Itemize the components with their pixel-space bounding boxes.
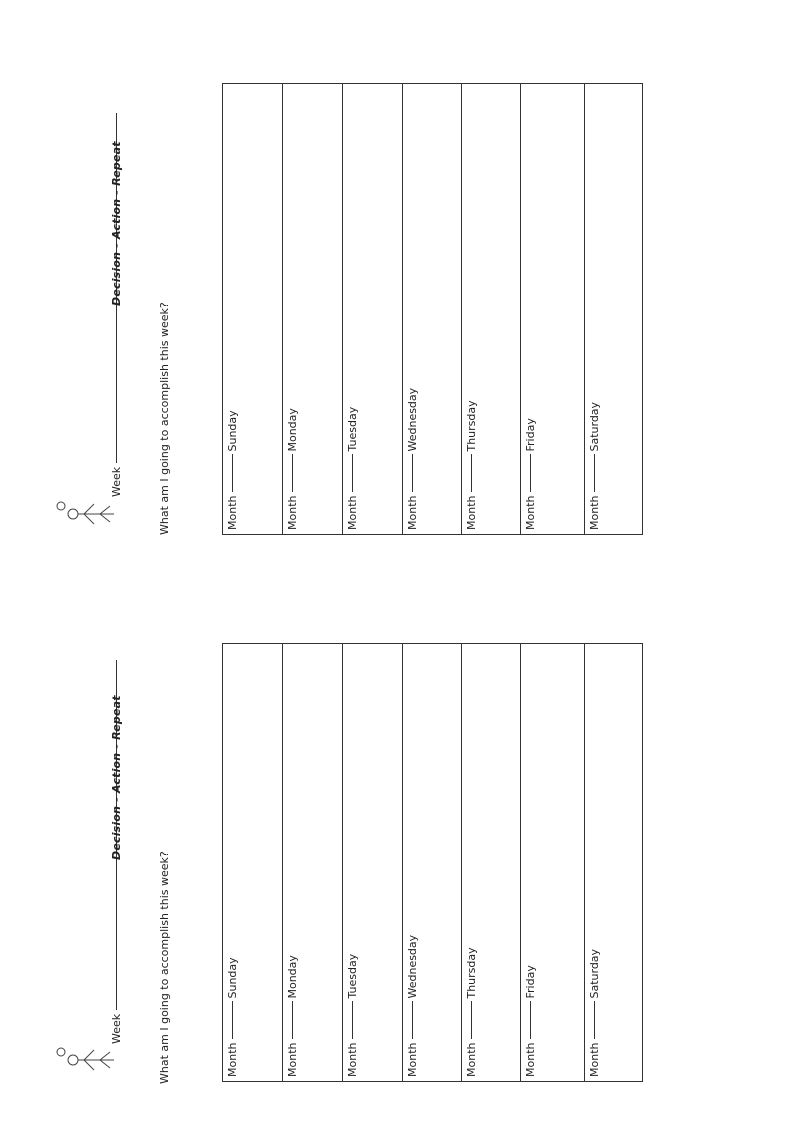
month-label: Month [524, 495, 537, 530]
day-column-saturday[interactable] [585, 84, 642, 534]
day-label: Sunday [226, 957, 239, 999]
day-column-saturday[interactable] [585, 644, 642, 1081]
day-grid [222, 83, 643, 535]
day-label: Saturday [588, 948, 601, 999]
slogan: Decision - Action - Repeat [110, 695, 123, 860]
month-label: Month [226, 1042, 239, 1077]
month-label: Month [465, 495, 478, 530]
day-label: Monday [286, 955, 299, 999]
day-label: Thursday [465, 947, 478, 999]
stick-figure-thinking-icon [54, 496, 120, 536]
day-column-wednesday[interactable] [403, 84, 462, 534]
weekly-planner-top [0, 60, 799, 540]
day-column-monday[interactable] [283, 84, 343, 534]
month-label: Month [465, 1042, 478, 1077]
month-label: Month [406, 495, 419, 530]
day-column-thursday[interactable] [462, 84, 521, 534]
day-label: Wednesday [406, 934, 419, 999]
slogan: Decision - Action - Repeat [110, 141, 123, 306]
day-label: Friday [524, 965, 537, 999]
month-label: Month [286, 495, 299, 530]
stick-figure-thinking-icon [54, 1042, 120, 1082]
month-label: Month [406, 1042, 419, 1077]
month-label: Month [346, 1042, 359, 1077]
day-label: Tuesday [346, 953, 359, 999]
month-label: Month [524, 1042, 537, 1077]
weekly-planner-bottom [0, 620, 799, 1100]
weekly-goal-question: What am I going to accomplish this week? [158, 302, 171, 535]
day-column-friday[interactable] [521, 644, 585, 1081]
day-label: Sunday [226, 410, 239, 452]
month-label: Month [588, 1042, 601, 1077]
day-column-sunday[interactable] [223, 644, 283, 1081]
day-column-wednesday[interactable] [403, 644, 462, 1081]
day-label: Thursday [465, 400, 478, 452]
weekly-goal-question: What am I going to accomplish this week? [158, 851, 171, 1084]
day-label: Wednesday [406, 387, 419, 452]
day-column-monday[interactable] [283, 644, 343, 1081]
week-label: Week [110, 466, 123, 497]
day-column-tuesday[interactable] [343, 644, 403, 1081]
day-column-sunday[interactable] [223, 84, 283, 534]
day-label: Friday [524, 418, 537, 452]
day-column-tuesday[interactable] [343, 84, 403, 534]
day-column-friday[interactable] [521, 84, 585, 534]
day-label: Monday [286, 408, 299, 452]
month-label: Month [588, 495, 601, 530]
day-column-thursday[interactable] [462, 644, 521, 1081]
month-label: Month [226, 495, 239, 530]
day-label: Saturday [588, 401, 601, 452]
day-grid [222, 643, 643, 1082]
day-label: Tuesday [346, 406, 359, 452]
month-label: Month [286, 1042, 299, 1077]
week-label: Week [110, 1013, 123, 1044]
month-label: Month [346, 495, 359, 530]
